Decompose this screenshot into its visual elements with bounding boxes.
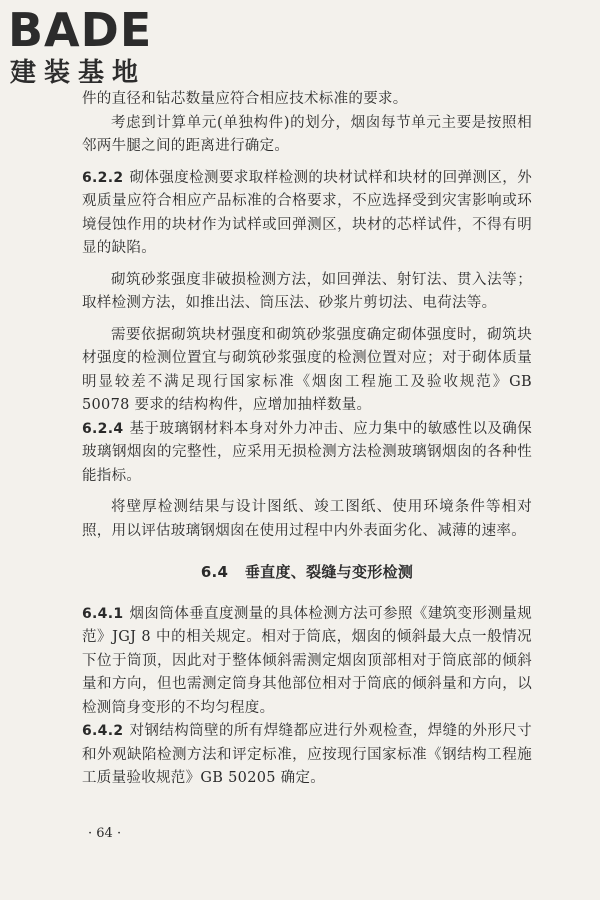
clause-6-2-4: 6.2.4 基于玻璃钢材料本身对外力冲击、应力集中的敏感性以及确保玻璃钢烟囱的完整性，应采用无损检测方法检测玻璃钢烟囱的各种性能指标。 bbox=[82, 420, 532, 484]
paragraph: 砌筑砂浆强度非破损检测方法，如回弹法、射钉法、贯入法等；取样检测方法，如推出法、筒压法、砂浆片剪切法、电荷法等。 bbox=[82, 271, 532, 311]
page-number: · 64 · bbox=[88, 826, 122, 841]
section-heading: 6.4 垂直度、裂缝与变形检测 bbox=[200, 563, 414, 581]
clause-number: 6.4.1 bbox=[82, 605, 124, 622]
clause-number: 6.2.4 bbox=[82, 420, 124, 437]
document-body bbox=[82, 88, 532, 791]
paragraph-continuation: 件的直径和钻芯数量应符合相应技术标准的要求。 bbox=[82, 91, 408, 107]
logo-wordmark: BADE bbox=[8, 3, 153, 57]
bade-logo bbox=[8, 4, 178, 92]
clause-6-4-2: 6.4.2 对钢结构筒壁的所有焊缝都应进行外观检查，焊缝的外形尺寸和外观缺陷检测方法和评定标准，应按现行国家标准《钢结构工程施工质量验收规范》GB 50205 确定。 bbox=[82, 723, 532, 786]
clause-number: 6.2.2 bbox=[82, 169, 124, 186]
paragraph: 需要依据砌筑块材强度和砌筑砂浆强度确定砌体强度时，砌筑块材强度的检测位置宜与砌筑砂浆强度的检测位置对应；对于砌体质量明显较差不满足现行国家标准《烟囱工程施工及验收规范》GB 50078 要求的结构构件，应增加抽样数量。 bbox=[82, 326, 532, 413]
paragraph: 将壁厚检测结果与设计图纸、竣工图纸、使用环境条件等相对照，用以评估玻璃钢烟囱在使用过程中内外表面劣化、减薄的速率。 bbox=[82, 499, 532, 539]
paragraph: 考虑到计算单元(单独构件)的划分，烟囱每节单元主要是按照相邻两牛腿之间的距离进行确定。 bbox=[82, 114, 532, 154]
clause-6-2-2: 6.2.2 砌体强度检测要求取样检测的块材试样和块材的回弹测区，外观质量应符合相应产品标准的合格要求，不应选择受到灾害影响或环境侵蚀作用的块材作为试样或回弹测区，块材的芯样试件，不得有明显的缺陷。 bbox=[82, 169, 532, 256]
clause-number: 6.4.2 bbox=[82, 723, 124, 739]
clause-6-4-1: 6.4.1 烟囱筒体垂直度测量的具体检测方法可参照《建筑变形测量规范》JGJ 8 中的相关规定。相对于筒底，烟囱的倾斜最大点一般情况下位于筒顶，因此对于整体倾斜需测定烟囱顶部相对于筒底部的倾斜量和方向，但也需测定筒身其他部位相对于筒底的倾斜量和方向，以检测筒身变形的不均匀程度。 bbox=[82, 605, 532, 716]
logo-subtitle: 建装基地 bbox=[10, 58, 147, 88]
